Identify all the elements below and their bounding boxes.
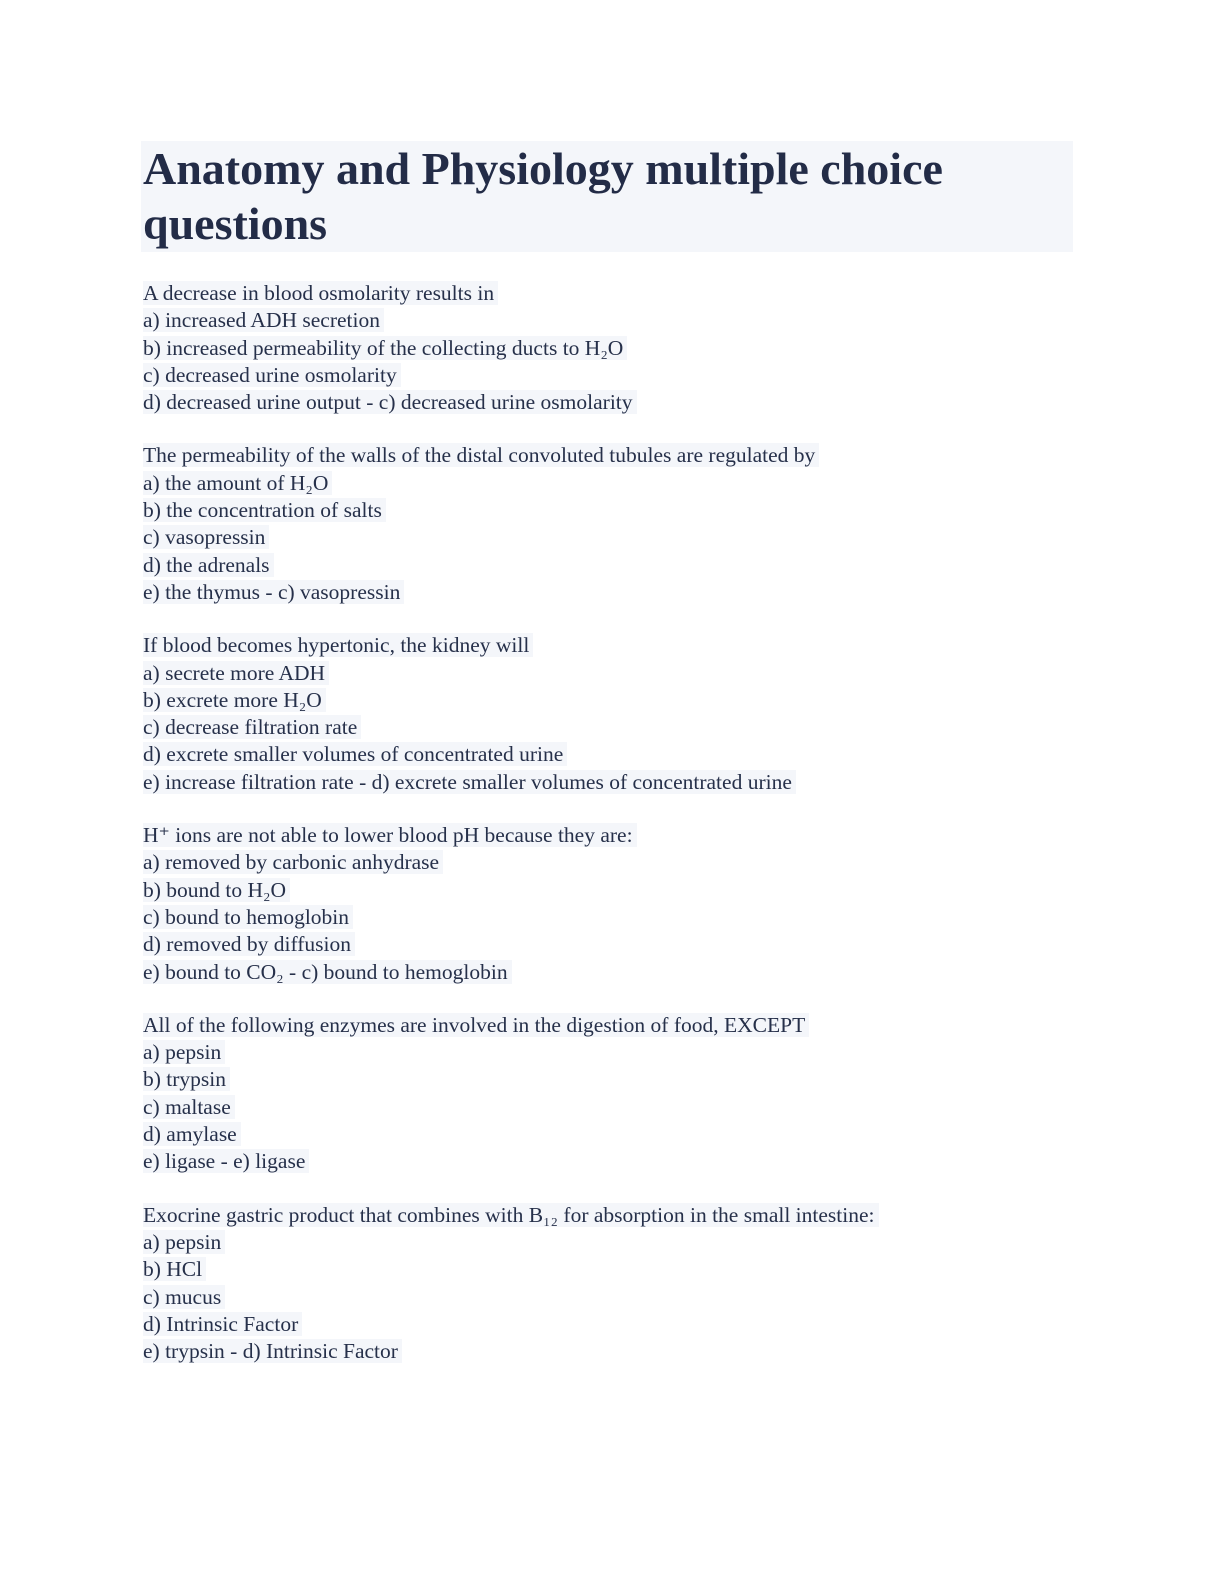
- answer-option: c) decrease filtration rate: [143, 715, 361, 739]
- answer-option: c) decreased urine osmolarity: [143, 363, 401, 387]
- answer-option: b) increased permeability of the collecting ducts to H₂O: [143, 336, 627, 360]
- title-block: [141, 141, 1073, 252]
- answer-option: a) pepsin: [143, 1040, 225, 1064]
- question-prompt: Exocrine gastric product that combines with B₁₂ for absorption in the small intestine:: [143, 1203, 879, 1227]
- answer-option: d) excrete smaller volumes of concentrated urine: [143, 742, 567, 766]
- answer-option: c) vasopressin: [143, 525, 269, 549]
- question-prompt: The permeability of the walls of the distal convoluted tubules are regulated by: [143, 443, 819, 467]
- answer-option: b) the concentration of salts: [143, 498, 386, 522]
- answer-option: b) bound to H₂O: [143, 878, 290, 902]
- question-prompt: H⁺ ions are not able to lower blood pH because they are:: [143, 823, 637, 847]
- question-1: [143, 280, 1103, 416]
- answer-option: c) mucus: [143, 1285, 225, 1309]
- answer-option: d) Intrinsic Factor: [143, 1312, 302, 1336]
- answer-option: e) trypsin - d) Intrinsic Factor: [143, 1339, 402, 1363]
- answer-option: a) increased ADH secretion: [143, 308, 384, 332]
- answer-option: a) the amount of H₂O: [143, 471, 332, 495]
- answer-option: b) excrete more H₂O: [143, 688, 326, 712]
- answer-option: d) removed by diffusion: [143, 932, 355, 956]
- answer-option: e) increase filtration rate - d) excrete smaller volumes of concentrated urine: [143, 770, 796, 794]
- answer-option: e) bound to CO₂ - c) bound to hemoglobin: [143, 960, 512, 984]
- answer-option: a) pepsin: [143, 1230, 225, 1254]
- page-title: Anatomy and Physiology multiple choice questions: [143, 143, 943, 249]
- question-5: [143, 1012, 1103, 1176]
- answer-option: d) decreased urine output - c) decreased urine osmolarity: [143, 390, 637, 414]
- question-prompt: A decrease in blood osmolarity results in: [143, 281, 498, 305]
- answer-option: a) secrete more ADH: [143, 661, 329, 685]
- question-prompt: All of the following enzymes are involved in the digestion of food, EXCEPT: [143, 1013, 809, 1037]
- answer-option: e) the thymus - c) vasopressin: [143, 580, 404, 604]
- question-6: [143, 1202, 1103, 1366]
- answer-option: c) bound to hemoglobin: [143, 905, 353, 929]
- answer-option: d) amylase: [143, 1122, 241, 1146]
- answer-option: d) the adrenals: [143, 553, 274, 577]
- question-prompt: If blood becomes hypertonic, the kidney will: [143, 633, 533, 657]
- answer-option: a) removed by carbonic anhydrase: [143, 850, 443, 874]
- answer-option: e) ligase - e) ligase: [143, 1149, 309, 1173]
- question-list: [143, 280, 1103, 1391]
- answer-option: b) HCl: [143, 1257, 206, 1281]
- answer-option: b) trypsin: [143, 1067, 230, 1091]
- question-3: [143, 632, 1103, 796]
- question-2: [143, 442, 1103, 606]
- answer-option: c) maltase: [143, 1095, 235, 1119]
- question-4: [143, 822, 1103, 986]
